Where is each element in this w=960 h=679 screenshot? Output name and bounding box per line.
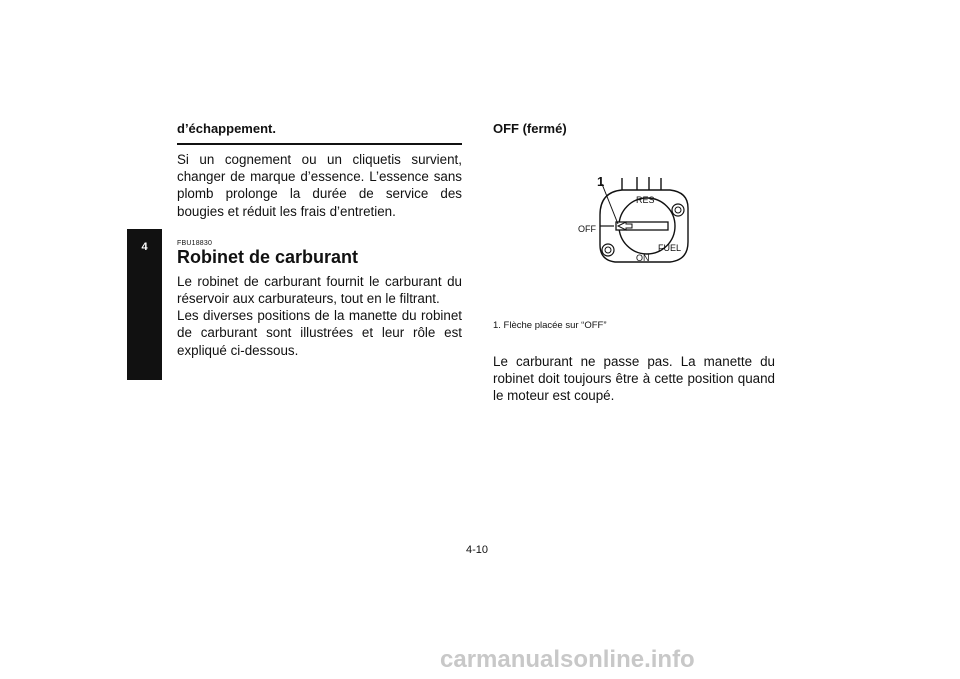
chapter-tab xyxy=(127,229,162,380)
upper-screw-icon xyxy=(672,204,684,216)
fuel-cock-top-lines xyxy=(622,177,661,190)
label-on: ON xyxy=(636,253,650,263)
label-res: RES xyxy=(636,195,655,205)
heading-rule xyxy=(177,143,462,145)
label-fuel: FUEL xyxy=(658,243,682,253)
off-description-paragraph: Le carburant ne passe pas. La manette du robinet doit toujours être à cette position quand le moteur est coupé. xyxy=(493,354,775,404)
fuel-cock-illustration xyxy=(570,170,700,280)
lower-screw-icon xyxy=(602,244,614,256)
callout-leader xyxy=(602,184,618,224)
left-heading: d’échappement. xyxy=(177,121,276,136)
right-column xyxy=(493,121,783,143)
left-column xyxy=(177,121,462,359)
off-position-heading: OFF (fermé) xyxy=(493,121,567,136)
chapter-tab-number: 4 xyxy=(141,241,148,253)
section-title: Robinet de carburant xyxy=(177,246,359,267)
watermark: carmanualsonline.info xyxy=(440,646,695,673)
reference-code: FBU18830 xyxy=(177,239,213,247)
label-off: OFF xyxy=(578,224,596,234)
callout-number: 1 xyxy=(597,174,605,189)
fuel-cock-intro-paragraph: Le robinet de carburant fournit le carburant du réservoir aux carburateurs, tout en le filtrant. xyxy=(177,273,462,307)
figure-caption: 1. Flèche placée sur “OFF” xyxy=(493,320,607,331)
fuel-cock-positions-paragraph: Les diverses positions de la manette du robinet de carburant sont illustrées et leur rôle est expliqué ci-dessous. xyxy=(177,308,462,358)
fuel-advice-paragraph: Si un cognement ou un cliquetis survient, changer de marque d’essence. L’essence sans plomb prolonge la durée de service des bougies et réduit les frais d’entretien. xyxy=(177,152,462,219)
page-number: 4-10 xyxy=(466,544,489,556)
